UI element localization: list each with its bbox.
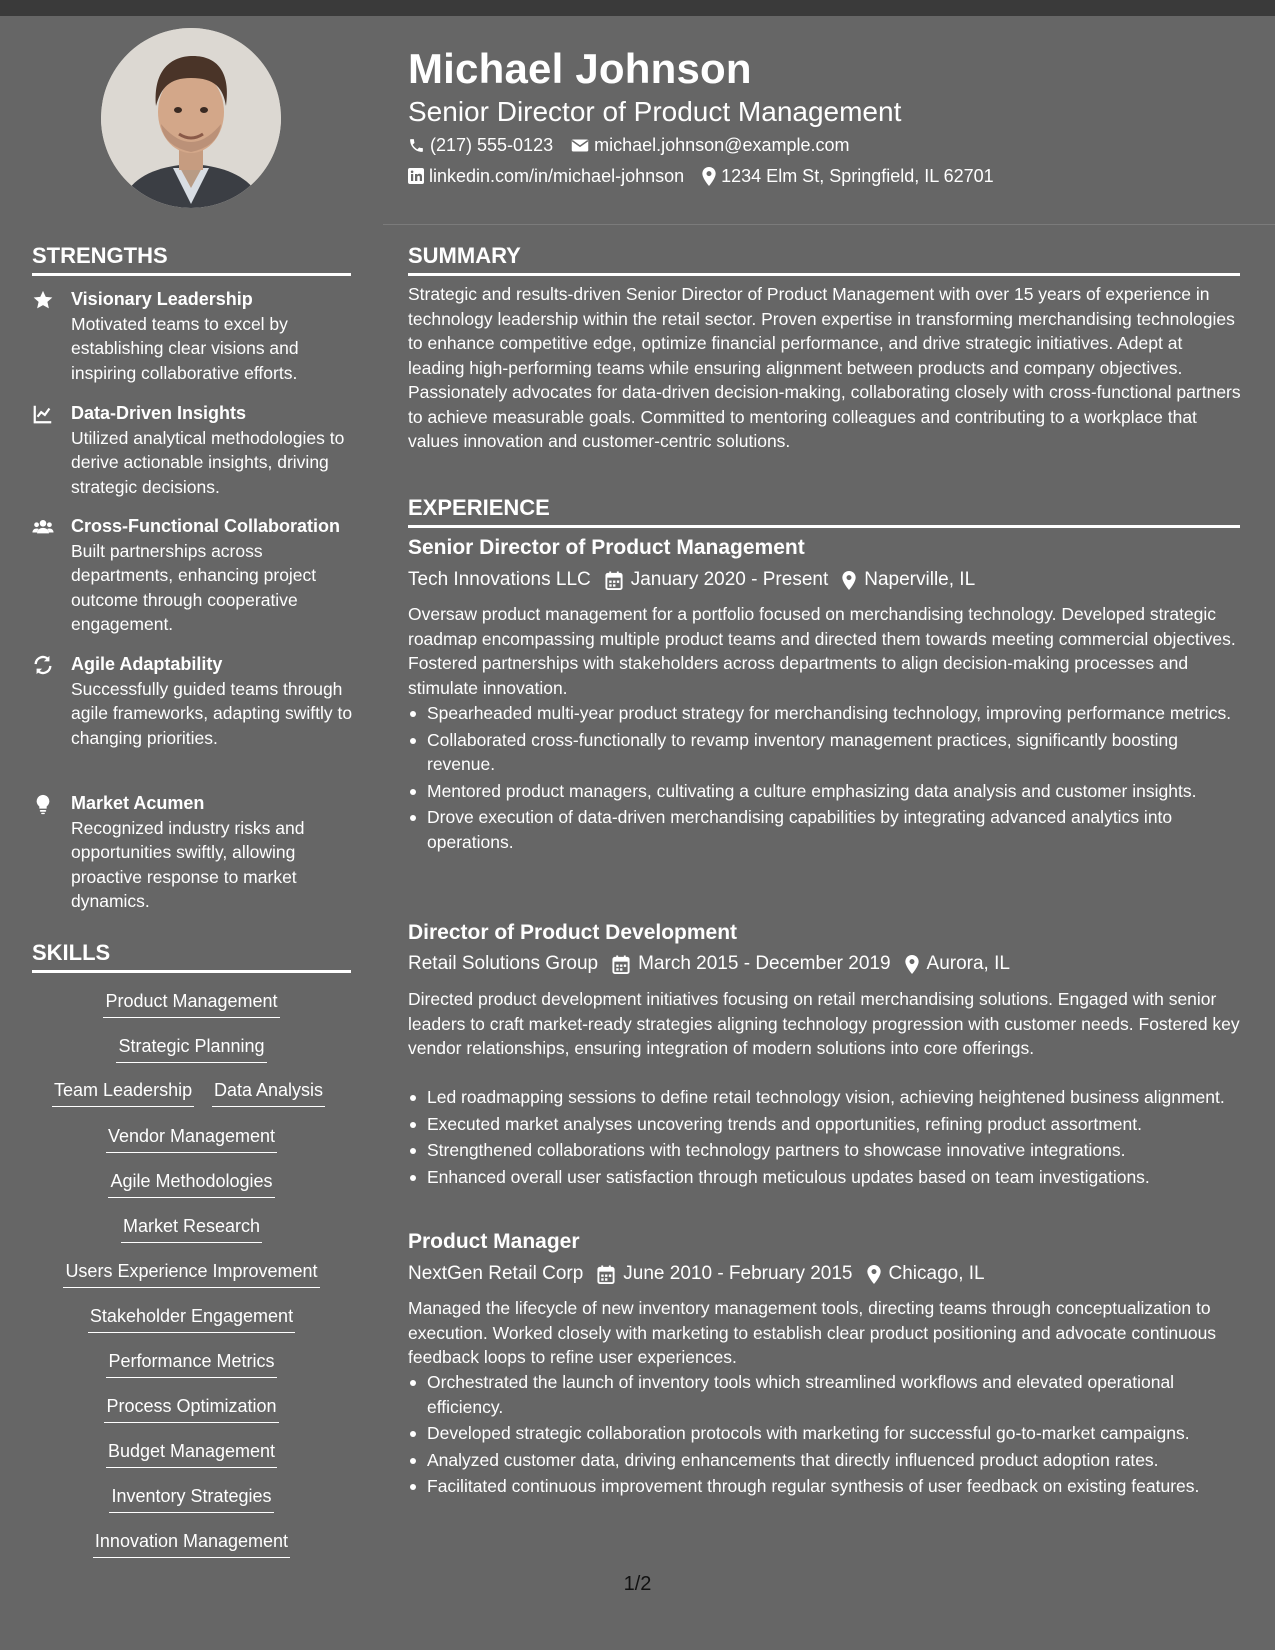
star-icon xyxy=(32,289,54,311)
skill-label: Vendor Management xyxy=(106,1124,277,1153)
linkedin-icon xyxy=(408,168,424,184)
skill-tag xyxy=(32,1169,351,1198)
strength-title: Data-Driven Insights xyxy=(71,403,247,423)
phone-icon xyxy=(408,137,425,154)
list-item: Spearheaded multi-year product strategy for merchandising technology, improving performance metrics. xyxy=(408,701,1243,726)
job-role: Senior Director of Product Management xyxy=(408,536,805,559)
skill-tag xyxy=(52,1078,194,1107)
users-icon xyxy=(32,516,54,538)
skill-label: Agile Methodologies xyxy=(108,1169,274,1198)
list-item: Developed strategic collaboration protocols with marketing for successful go-to-market campaigns. xyxy=(408,1421,1243,1446)
job-role: Director of Product Development xyxy=(408,921,738,944)
job-description: Directed product development initiatives focusing on retail merchandising solutions. Engaged with senior leaders to craft market-ready strategies aligning technology progression with customer needs. Fostered key vendor relationships, ensuring integration of modern solutions into core offerings. xyxy=(408,989,1240,1058)
skill-label: Users Experience Improvement xyxy=(63,1259,319,1288)
strength-description: Successfully guided teams through agile frameworks, adapting swiftly to changing priorities. xyxy=(71,679,353,748)
job-meta xyxy=(408,951,1010,977)
envelope-icon xyxy=(571,138,589,153)
skill-tag xyxy=(32,1439,351,1468)
contact-row-1 xyxy=(408,133,868,157)
strength-title: Visionary Leadership xyxy=(71,289,253,309)
skill-tag xyxy=(32,1304,351,1333)
strength-description: Utilized analytical methodologies to derive actionable insights, driving strategic decisions. xyxy=(71,428,345,497)
strength-description: Recognized industry risks and opportunities swiftly, allowing proactive response to market dynamics. xyxy=(71,818,305,912)
skill-tag xyxy=(32,1259,351,1288)
skill-label: Team Leadership xyxy=(52,1078,194,1107)
skill-label: Innovation Management xyxy=(93,1529,290,1558)
skill-label: Performance Metrics xyxy=(106,1349,276,1378)
list-item: Facilitated continuous improvement through regular synthesis of user feedback on existing features. xyxy=(408,1474,1243,1499)
sync-icon xyxy=(32,654,54,676)
list-item: Drove execution of data-driven merchandising capabilities by integrating advanced analytics into operations. xyxy=(408,805,1243,854)
calendar-icon xyxy=(597,1265,615,1284)
skill-tag xyxy=(32,989,351,1018)
skill-label: Strategic Planning xyxy=(116,1034,266,1063)
candidate-name: Michael Johnson xyxy=(408,45,752,92)
job-role: Product Manager xyxy=(408,1230,580,1253)
strength-description: Built partnerships across departments, enhancing project outcome through cooperative engagement. xyxy=(71,541,317,635)
strength-title: Market Acumen xyxy=(71,793,205,813)
list-item: Led roadmapping sessions to define retail technology vision, achieving heightened business alignment. xyxy=(408,1085,1243,1110)
job-bullets xyxy=(408,1370,1243,1501)
list-item: Orchestrated the launch of inventory tools which streamlined workflows and elevated operational efficiency. xyxy=(408,1370,1243,1419)
list-item: Enhanced overall user satisfaction through meticulous updates based on team investigations. xyxy=(408,1165,1243,1190)
skill-label: Inventory Strategies xyxy=(109,1484,273,1513)
skill-tag xyxy=(32,1034,351,1063)
phone-contact[interactable] xyxy=(408,133,553,157)
job-location: Naperville, IL xyxy=(864,569,976,590)
strengths-heading: STRENGTHS xyxy=(32,243,351,276)
candidate-title: Senior Director of Product Management xyxy=(408,96,902,127)
job-location: Aurora, IL xyxy=(926,953,1010,974)
top-bar xyxy=(0,0,1275,16)
page-number: 1/2 xyxy=(623,1573,652,1595)
job-description: Oversaw product management for a portfolio focused on merchandising technology. Developed strategic roadmap encompassing multiple product teams and directed them towards meeting commercial objectives. Fostered partnerships with stakeholders across departments to align decision-making processes and stimulate innovation. xyxy=(408,604,1236,698)
job-company: Tech Innovations LLC xyxy=(408,569,591,590)
linkedin-url: linkedin.com/in/michael-johnson xyxy=(429,166,685,186)
skill-label: Market Research xyxy=(121,1214,262,1243)
summary-heading: SUMMARY xyxy=(408,243,1240,276)
summary-text: Strategic and results-driven Senior Director of Product Management with over 15 years of experience in technology leadership within the retail sector. Proven expertise in transforming merchandising technologies to enhance competitive edge, optimize financial performance, and drive strategic initiatives. Adept at leading high-performing teams while ensuring alignment between products and company objectives. Passionately advocates for data-driven decision-making, collaborating closely with cross-functional partners to achieve measurable goals. Committed to mentoring colleagues and contributing to a workplace that values innovation and customer-centric solutions. xyxy=(408,284,1241,451)
skill-label: Process Optimization xyxy=(104,1394,278,1423)
address-text: 1234 Elm St, Springfield, IL 62701 xyxy=(721,166,994,186)
skill-label: Budget Management xyxy=(106,1439,277,1468)
list-item: Collaborated cross-functionally to revamp inventory management practices, significantly boosting revenue. xyxy=(408,728,1243,777)
skill-label: Data Analysis xyxy=(212,1078,325,1107)
skills-heading: SKILLS xyxy=(32,940,351,973)
list-item: Analyzed customer data, driving enhancements that directly influenced product adoption rates. xyxy=(408,1448,1243,1473)
experience-heading: EXPERIENCE xyxy=(408,495,1240,528)
map-pin-icon xyxy=(905,955,919,974)
list-item: Mentored product managers, cultivating a culture emphasizing data analysis and customer insights. xyxy=(408,779,1243,804)
phone-number: (217) 555-0123 xyxy=(430,135,554,155)
job-meta xyxy=(408,567,975,593)
job-bullets xyxy=(408,701,1243,856)
strength-title: Agile Adaptability xyxy=(71,654,223,674)
calendar-icon xyxy=(605,571,623,590)
strength-title: Cross-Functional Collaboration xyxy=(71,516,341,536)
job-dates: January 2020 - Present xyxy=(630,569,829,590)
skill-tag xyxy=(32,1394,351,1423)
job-description: Managed the lifecycle of new inventory management tools, directing teams through conceptualization to execution. Worked closely with marketing to establish clear product positioning and advocate continuous feedback loops to refine user experiences. xyxy=(408,1298,1217,1367)
skill-label: Stakeholder Engagement xyxy=(88,1304,295,1333)
job-company: NextGen Retail Corp xyxy=(408,1263,584,1284)
job-meta xyxy=(408,1261,985,1287)
job-bullets xyxy=(408,1085,1243,1191)
list-item: Strengthened collaborations with technology partners to showcase innovative integrations. xyxy=(408,1138,1243,1163)
strength-description: Motivated teams to excel by establishing clear visions and inspiring collaborative efforts. xyxy=(71,314,299,383)
job-dates: March 2015 - December 2019 xyxy=(638,953,891,974)
contact-row-2 xyxy=(408,164,1012,188)
skill-tag xyxy=(32,1349,351,1378)
skill-tag xyxy=(32,1214,351,1243)
profile-photo xyxy=(101,28,281,208)
map-pin-icon xyxy=(702,167,716,186)
skill-tag xyxy=(32,1529,351,1558)
email-address: michael.johnson@example.com xyxy=(594,135,850,155)
skill-tag xyxy=(32,1124,351,1153)
list-item: Executed market analyses uncovering trends and opportunities, refining product assortment. xyxy=(408,1112,1243,1137)
header-divider xyxy=(383,224,1275,225)
lightbulb-icon xyxy=(32,793,54,815)
skill-tag xyxy=(212,1078,325,1107)
map-pin-icon xyxy=(867,1265,881,1284)
address-contact xyxy=(702,164,994,188)
job-dates: June 2010 - February 2015 xyxy=(623,1263,853,1284)
calendar-icon xyxy=(612,955,630,974)
job-company: Retail Solutions Group xyxy=(408,953,599,974)
email-contact[interactable] xyxy=(571,133,849,157)
skill-label: Product Management xyxy=(103,989,279,1018)
linkedin-contact[interactable] xyxy=(408,164,684,188)
map-pin-icon xyxy=(842,571,856,590)
line-chart-icon xyxy=(32,403,54,425)
job-location: Chicago, IL xyxy=(888,1263,985,1284)
skill-tag xyxy=(32,1484,351,1513)
